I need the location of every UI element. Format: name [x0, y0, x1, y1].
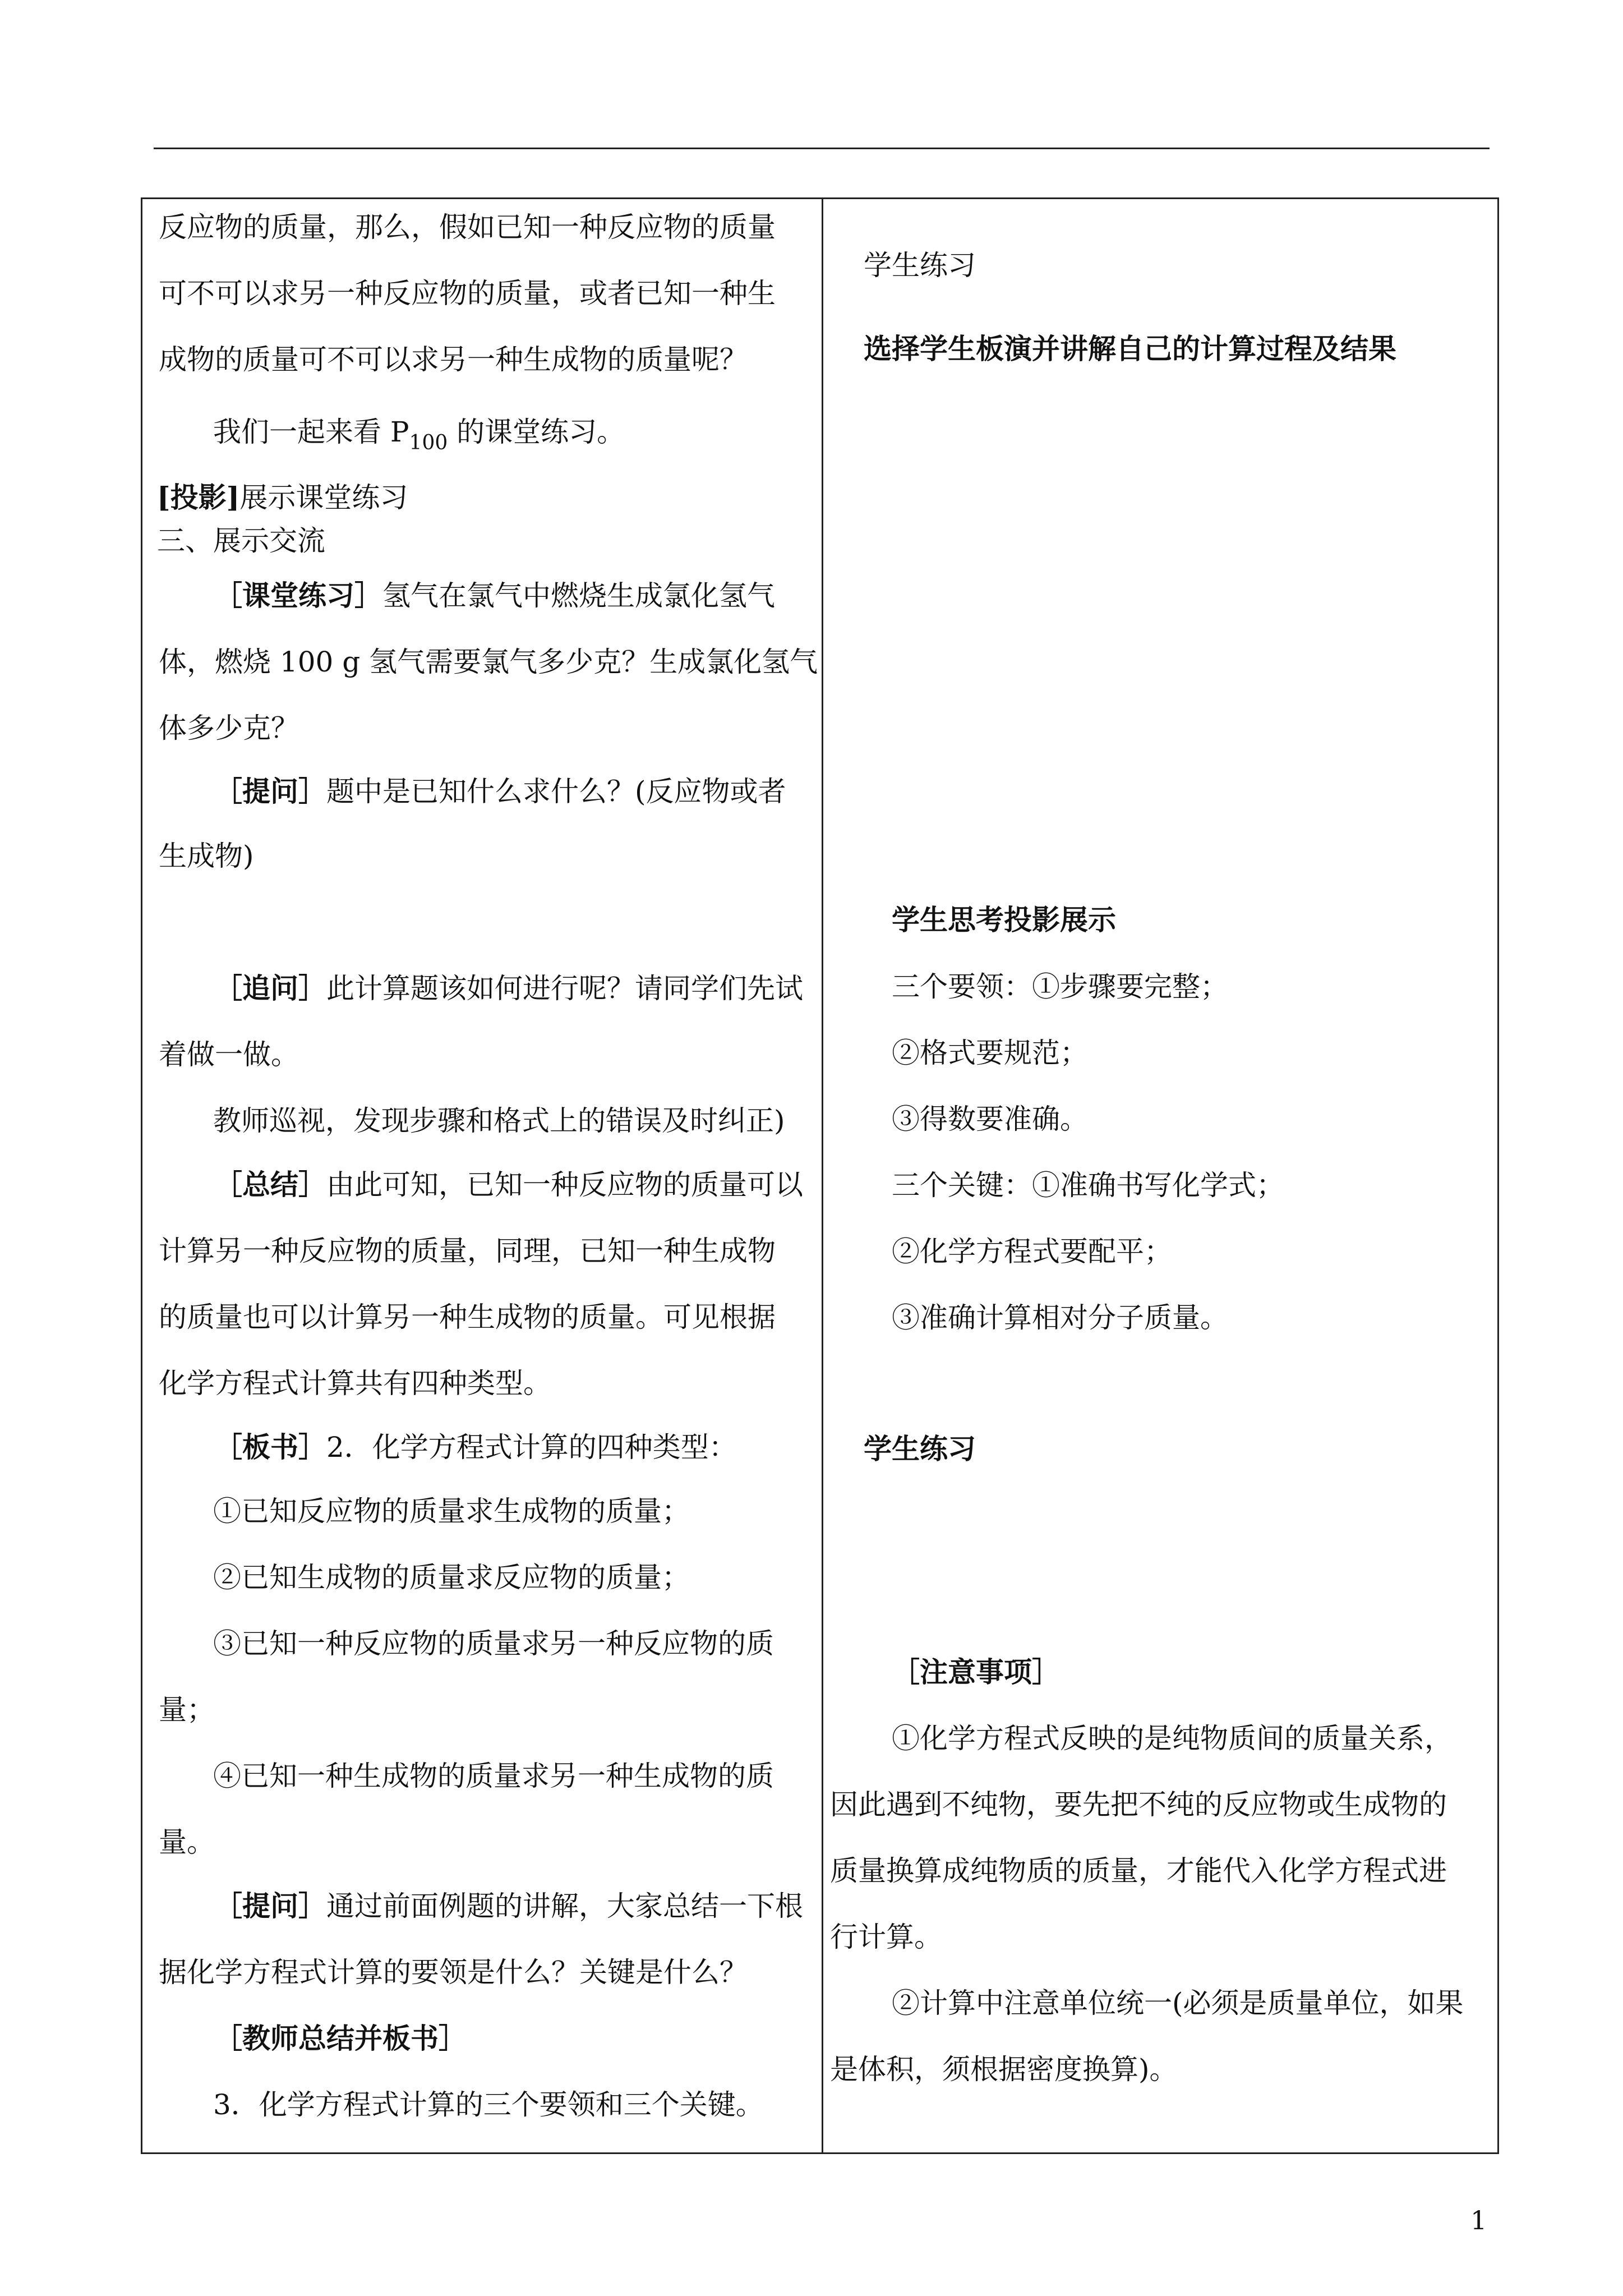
- column-divider: [822, 199, 823, 2152]
- left-line-17: 的质量也可以计算另一种生成物的质量。可见根据: [159, 1301, 776, 1333]
- question-text: 题中是已知什么求什么？(反应物或者: [326, 775, 786, 808]
- left-line-20: ①已知反应物的质量求生成物的质量；: [213, 1495, 690, 1527]
- right-line-3: 学生思考投影展示: [892, 903, 1116, 936]
- classroom-exercise-text: 氢气在氯气中燃烧生成氯化氢气: [382, 579, 775, 612]
- left-line-22: ③已知一种反应物的质量求另一种反应物的质: [213, 1627, 774, 1660]
- left-line-3: 成物的质量可不可以求另一种生成物的质量呢？: [159, 343, 748, 376]
- left-line-21: ②已知生成物的质量求反应物的质量；: [213, 1561, 690, 1594]
- right-line-14: 质量换算成纯物质的质量，才能代入化学方程式进: [830, 1855, 1447, 1887]
- follow-up-text: 此计算题该如何进行呢？请同学们先试: [326, 972, 803, 1005]
- left-line-27: 据化学方程式计算的要领是什么？关键是什么？: [159, 1956, 748, 1989]
- left-line-23: 量；: [159, 1694, 215, 1726]
- left-line-8: 体，燃烧 100 g 氢气需要氯气多少克？生成氯化氢气: [159, 646, 818, 678]
- right-line-4: 三个要领：①步骤要完整；: [892, 970, 1228, 1003]
- right-line-8: ②化学方程式要配平；: [892, 1235, 1172, 1268]
- left-line-4-text-a: 我们一起来看 P: [213, 416, 409, 448]
- right-line-5: ②格式要规范；: [892, 1037, 1088, 1069]
- left-line-19: [214, 1430, 737, 1464]
- header-rule: [154, 148, 1490, 149]
- right-line-11: ［注意事项］: [892, 1655, 1060, 1688]
- question-2-tag: ［提问］: [214, 1889, 326, 1922]
- right-line-12: ①化学方程式反映的是纯物质间的质量关系，: [892, 1722, 1453, 1755]
- left-line-28: ［教师总结并板书］: [214, 2022, 467, 2055]
- board-text: 2．化学方程式计算的四种类型：: [326, 1431, 737, 1464]
- right-line-1: 学生练习: [864, 249, 976, 282]
- left-line-18: 化学方程式计算共有四种类型。: [159, 1367, 551, 1400]
- page-number: 1: [1470, 2205, 1487, 2235]
- left-line-5: [157, 481, 408, 514]
- projection-tag: [投影]: [157, 481, 240, 514]
- left-line-24: ④已知一种生成物的质量求另一种生成物的质: [213, 1760, 774, 1792]
- summary-text: 由此可知，已知一种反应物的质量可以: [326, 1168, 803, 1201]
- left-line-13: 着做一做。: [159, 1038, 299, 1071]
- left-line-4-text-b: 的课堂练习。: [448, 416, 625, 448]
- left-line-12: [214, 972, 803, 1005]
- right-line-16: ②计算中注意单位统一(必须是质量单位，如果: [892, 1987, 1464, 2019]
- right-line-6: ③得数要准确。: [892, 1103, 1088, 1135]
- classroom-exercise-tag: ［课堂练习］: [214, 579, 382, 612]
- left-line-14: 教师巡视，发现步骤和格式上的错误及时纠正): [213, 1105, 785, 1137]
- right-line-15: 行计算。: [830, 1921, 942, 1953]
- follow-up-tag: ［追问］: [214, 972, 326, 1005]
- right-line-9: ③准确计算相对分子质量。: [892, 1301, 1228, 1334]
- left-line-26: [214, 1889, 803, 1923]
- left-line-11: 生成物): [159, 840, 254, 872]
- right-line-13: 因此遇到不纯物，要先把不纯的反应物或生成物的: [830, 1788, 1447, 1821]
- question-tag: ［提问］: [214, 775, 326, 808]
- left-line-7: [214, 579, 775, 613]
- left-line-9: 体多少克？: [159, 712, 299, 744]
- left-line-25: 量。: [159, 1826, 215, 1858]
- left-line-2: 可不可以求另一种反应物的质量，或者已知一种生: [159, 277, 776, 310]
- left-line-4-subscript: 100: [409, 431, 448, 454]
- left-line-10: [214, 775, 786, 808]
- left-line-29: 3．化学方程式计算的三个要领和三个关键。: [213, 2088, 764, 2121]
- right-line-7: 三个关键：①准确书写化学式；: [892, 1169, 1284, 1202]
- left-line-1: 反应物的质量，那么，假如已知一种反应物的质量: [159, 211, 776, 243]
- question-2-text: 通过前面例题的讲解，大家总结一下根: [326, 1890, 803, 1922]
- left-line-16: 计算另一种反应物的质量，同理，已知一种生成物: [159, 1235, 776, 1267]
- summary-tag: ［总结］: [214, 1168, 326, 1201]
- left-line-6: 三、展示交流: [157, 524, 325, 557]
- right-line-2: 选择学生板演并讲解自己的计算过程及结果: [864, 332, 1396, 365]
- right-line-10: 学生练习: [864, 1432, 976, 1465]
- projection-text: 展示课堂练习: [239, 481, 408, 514]
- left-line-15: [214, 1168, 803, 1202]
- left-line-4: [213, 415, 625, 460]
- board-tag: ［板书］: [214, 1430, 326, 1464]
- right-line-17: 是体积，须根据密度换算)。: [830, 2053, 1178, 2086]
